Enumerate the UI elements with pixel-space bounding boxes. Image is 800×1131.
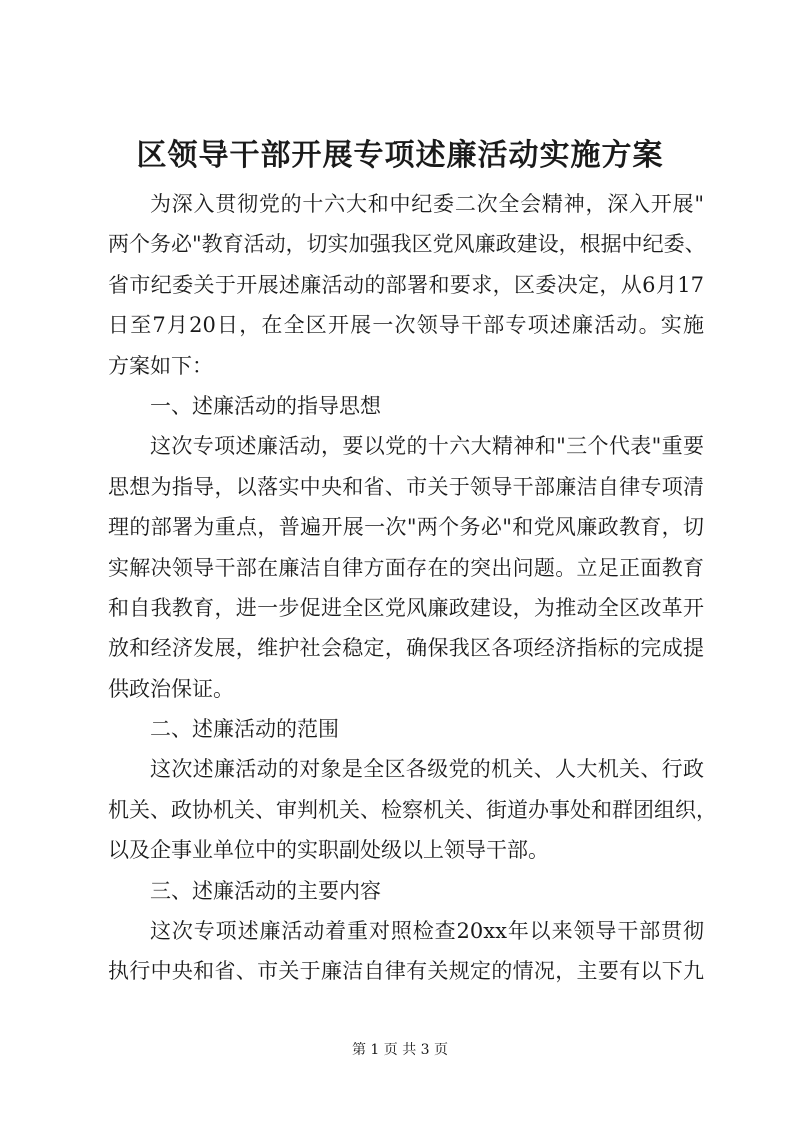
- text-line: 这次专项述廉活动着重对照检查20xx年以来领导干部贯彻: [150, 919, 704, 944]
- section-heading: [108, 709, 704, 749]
- document-body: [108, 184, 717, 992]
- text-line: 放和经济发展，维护社会稳定，确保我区各项经济指标的完成提: [108, 636, 704, 661]
- section-heading-2: 二、述廉活动的范围: [150, 717, 339, 742]
- text-line: 两个务必"教育活动，切实加强我区党风廉政建设，根据中纪委、: [108, 232, 706, 257]
- section-2-paragraph: [108, 749, 717, 870]
- section-1-paragraph: [108, 426, 704, 709]
- page-footer: 第 1 页 共 3 页: [351, 1042, 449, 1058]
- text-line: 为深入贯彻党的十六大和中纪委二次全会精神，深入开展": [150, 192, 704, 216]
- section-heading-3: 三、述廉活动的主要内容: [150, 878, 381, 903]
- text-line: 供政治保证。: [108, 676, 234, 701]
- text-line: 日至7月20日，在全区开展一次领导干部专项述廉活动。实施: [108, 313, 704, 338]
- text-line: 执行中央和省、市关于廉洁自律有关规定的情况，主要有以下九: [108, 959, 704, 984]
- text-line: 以及企事业单位中的实职副处级以上领导干部。: [108, 838, 549, 863]
- text-line: 方案如下：: [108, 353, 213, 378]
- section-heading: [108, 386, 704, 426]
- intro-paragraph: [108, 184, 704, 386]
- text-line: 这次专项述廉活动，要以党的十六大精神和"三个代表"重要: [150, 434, 704, 459]
- section-3-paragraph: [108, 911, 704, 992]
- text-line: 机关、政协机关、审判机关、检察机关、街道办事处和群团组织，: [108, 797, 717, 822]
- document-title: 区领导干部开展专项述廉活动实施方案: [136, 138, 664, 173]
- section-heading: [108, 871, 704, 911]
- text-line: 这次述廉活动的对象是全区各级党的机关、人大机关、行政: [150, 757, 704, 782]
- text-line: 省市纪委关于开展述廉活动的部署和要求，区委决定，从6月17: [108, 272, 704, 297]
- text-line: 实解决领导干部在廉洁自律方面存在的突出问题。立足正面教育: [108, 555, 704, 580]
- text-line: 思想为指导，以落实中央和省、市关于领导干部廉洁自律专项清: [108, 474, 704, 499]
- text-line: 理的部署为重点，普遍开展一次"两个务必"和党风廉政教育，切: [108, 515, 704, 540]
- section-heading-1: 一、述廉活动的指导思想: [150, 393, 381, 418]
- text-line: 和自我教育，进一步促进全区党风廉政建设，为推动全区改革开: [108, 595, 704, 620]
